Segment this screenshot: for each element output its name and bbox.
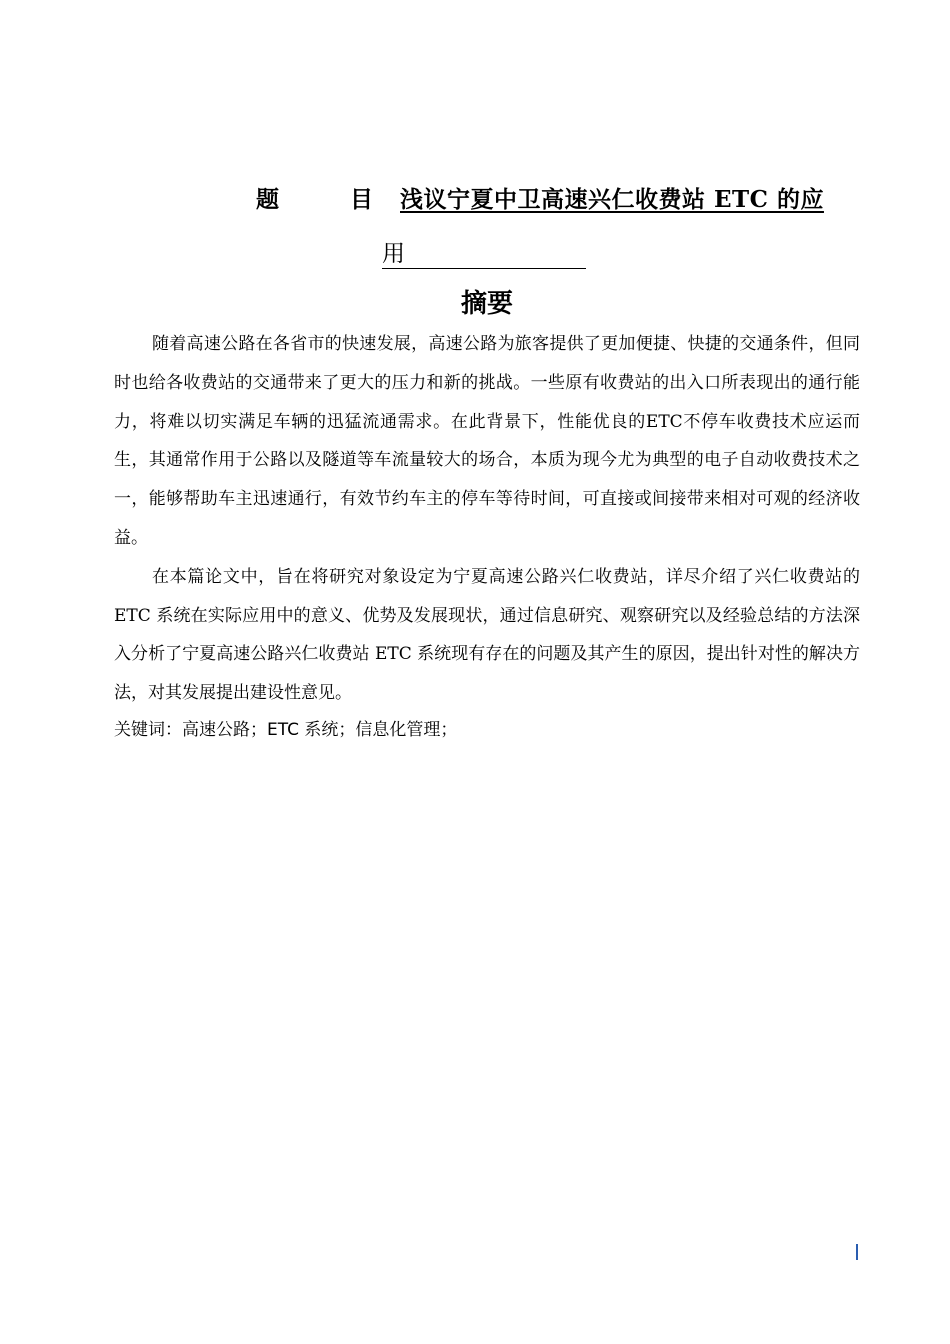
title-text-line2: 用 xyxy=(382,234,586,269)
title-block xyxy=(256,180,866,269)
page-number-marker xyxy=(856,1244,858,1260)
title-row xyxy=(256,180,866,220)
title-label-ti: 题 xyxy=(256,186,279,213)
abstract-paragraph-1: 随着高速公路在各省市的快速发展，高速公路为旅客提供了更加便捷、快捷的交通条件，但同时也给各收费站的交通带来了更大的压力和新的挑战。一些原有收费站的出入口所表现出的通行能力，将难以切实满足车辆的迅猛流通需求。在此背景下，性能优良的ETC不停车收费技术应运而生，其通常作用于公路以及隧道等车流量较大的场合，本质为现今尤为典型的电子自动收费技术之一，能够帮助车主迅速通行，有效节约车主的停车等待时间，可直接或间接带来相对可观的经济收益。 xyxy=(114,334,860,548)
title-label-mu: 目 xyxy=(350,186,373,213)
abstract-heading: 摘要 xyxy=(460,289,513,319)
abstract-body xyxy=(114,325,860,713)
title-text-line1: 浅议宁夏中卫高速兴仁收费站 ETC 的应 xyxy=(400,186,824,213)
abstract-paragraph-2: 在本篇论文中，旨在将研究对象设定为宁夏高速公路兴仁收费站，详尽介绍了兴仁收费站的 ETC 系统在实际应用中的意义、优势及发展现状，通过信息研究、观察研究以及经验总结的方法深入分析了宁夏高速公路兴仁收费站 ETC 系统现有存在的问题及其产生的原因，提出针对性的解决方法，对其发展提出建设性意见。 xyxy=(114,566,860,704)
keywords-line: 关键词：高速公路；ETC 系统；信息化管理； xyxy=(114,720,458,740)
